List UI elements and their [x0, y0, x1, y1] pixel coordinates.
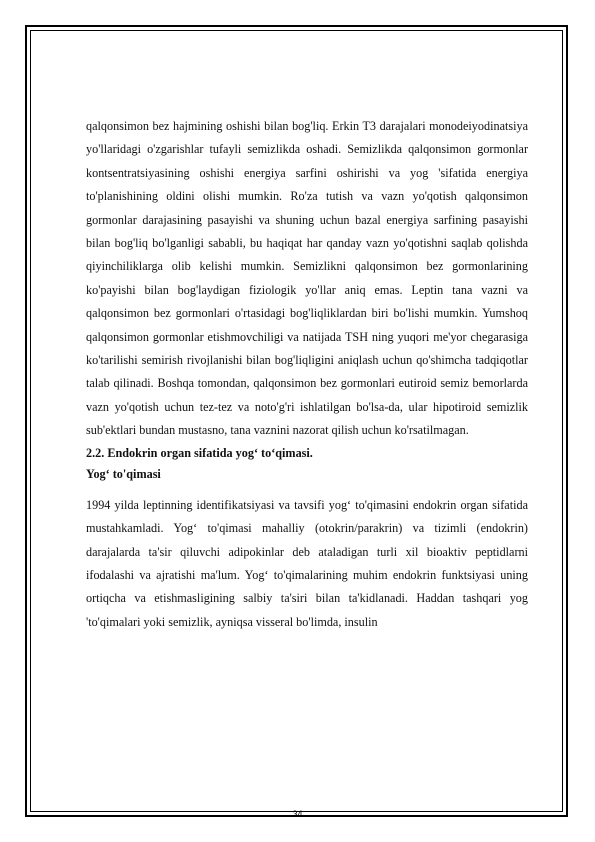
body-paragraph-1: qalqonsimon bez hajmining oshishi bilan bog'liq. Erkin T3 darajalari monodeiyodinatsiya yo'llaridagi o'zgarishlar tufayli semizlikda oshadi. Semizlikda qalqonsimon gormonlar kontsentratsiyasining oshishi energiya sarfini oshirishi va yog 'sifatida energiya to'planishining oldini olishi mumkin. Ro'za tutish va vazn yo'qotish qalqonsimon gormonlar darajasining pasayishi va shuning uchun bazal energiya sarfining pasayishi bilan bog'liq bo'lganligi sababli, bu haqiqat har qanday vazn yo'qotishni saqlab qolishda qiyinchiliklarga olib kelishi mumkin. Semizlikni qalqonsimon bez gormonlarining ko'payishi bilan bog'laydigan fiziologik yo'llar aniq emas. Leptin tana vazni va qalqonsimon bez gormonlari o'rtasidagi bog'liqliklardan biri bo'lishi mumkin. Yumshoq qalqonsimon gormonlar etishmovchiligi va natijada TSH ning yuqori me'yor chegarasiga ko'tarilishi semirish rivojlanishi bilan bog'liqligini aniqlash uchun qo'shimcha tadqiqotlar talab qilinadi. Boshqa tomondan, qalqonsimon bez gormonlari eutiroid semiz bemorlarda vazn yo'qotish uchun tez-tez va noto'g'ri ishlatilgan bo'lsa-da, ular hipotiroid semizlik sub'ektlari bundan mustasno, tana vaznini nazorat qilish uchun ko'rsatilmagan.	[86, 119, 528, 438]
body-paragraph-2: 1994 yilda leptinning identifikatsiyasi va tavsifi yog‘ to'qimasini endokrin organ sifatida mustahkamladi. Yog‘ to'qimasi mahalliy (otokrin/parakrin) va tizimli (endokrin) darajalarda ta'sir qiluvchi adipokinlar deb ataladigan turli xil bioaktiv peptidlarni ifodalashi va ajratishi ma'lum. Yog‘ to'qimalarining muhim endokrin funktsiyasi uning ortiqcha va etishmasligining salbiy ta'siri bilan ta'kidlanadi. Haddan tashqari yog 'to'qimalari yoki semizlik, ayniqsa visseral bo'limda, insulin	[86, 497, 528, 629]
page-number: 34	[292, 809, 303, 819]
page-content	[86, 115, 528, 634]
section-heading: 2.2. Endokrin organ sifatida yog‘ to‘qimasi.	[86, 445, 313, 460]
subsection-heading: Yog‘ to'qimasi	[86, 466, 161, 481]
